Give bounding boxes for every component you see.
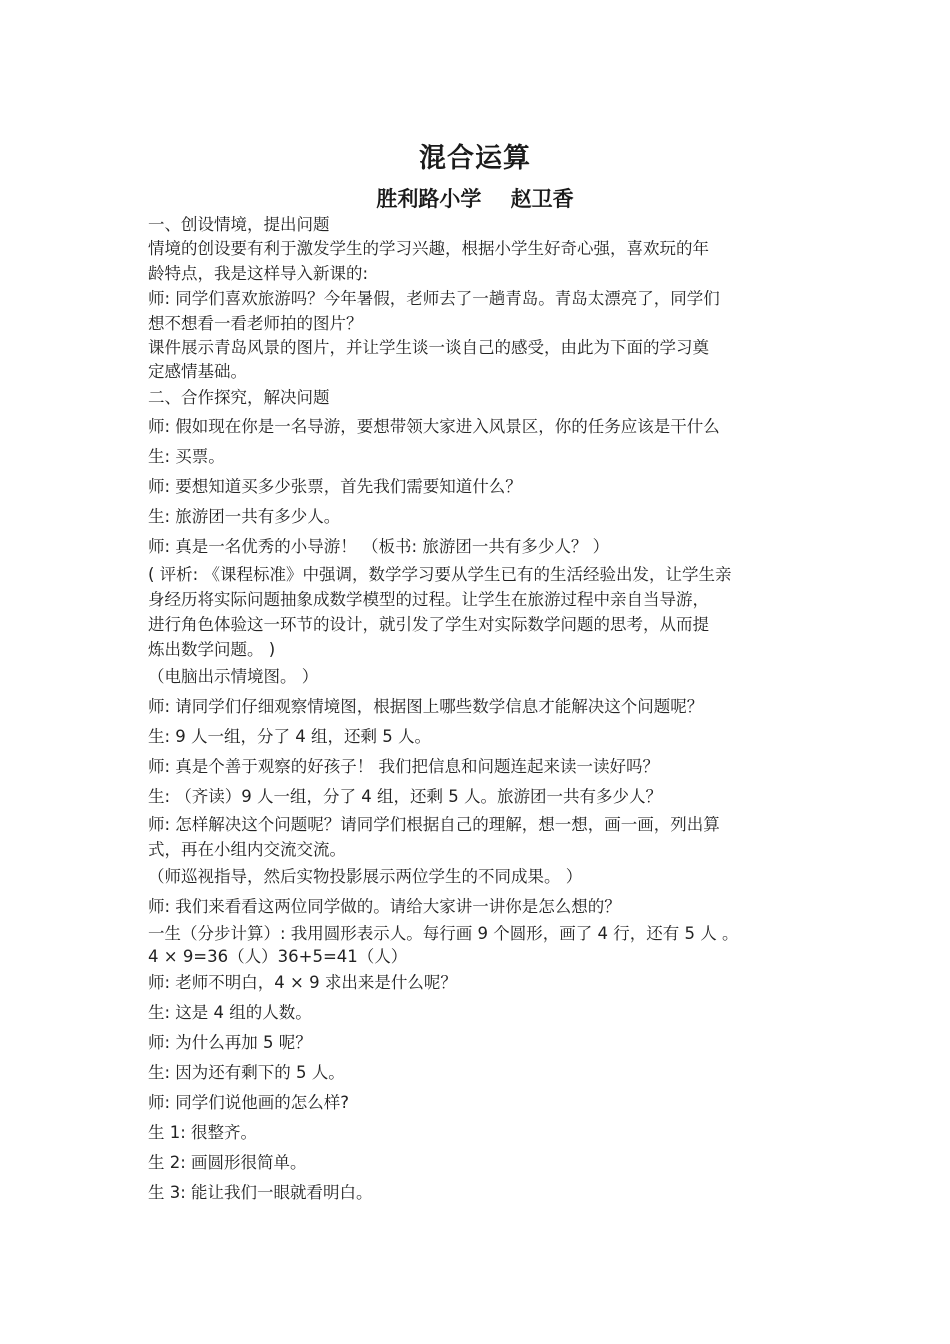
paragraph <box>148 812 813 862</box>
paragraph <box>148 782 813 812</box>
paragraph <box>148 562 813 662</box>
paragraph <box>148 532 813 562</box>
paragraph <box>148 892 813 922</box>
paragraph-line: 身经历将实际问题抽象成数学模型的过程。让学生在旅游过程中亲自当导游， <box>148 590 709 609</box>
paragraph <box>148 286 813 336</box>
paragraph-line: 情境的创设要有利于激发学生的学习兴趣，根据小学生好奇心强，喜欢玩的年 <box>148 239 709 258</box>
paragraph-line: 4 × 9=36（人）36+5=41（人） <box>148 947 408 966</box>
paragraph-line: 师: 为什么再加 5 呢？ <box>148 1033 312 1052</box>
paragraph <box>148 472 813 502</box>
paragraph <box>148 236 813 286</box>
paragraph <box>148 862 813 892</box>
paragraph-line: 一、创设情境，提出问题 <box>148 215 330 234</box>
document-body <box>148 214 813 1208</box>
paragraph <box>148 412 813 442</box>
paragraph-line: ( 评析: 《课程标准》中强调，数学学习要从学生已有的生活经验出发，让学生亲 <box>148 565 732 584</box>
paragraph-line: 师: 假如现在你是一名导游，要想带领大家进入风景区，你的任务应该是干什么 <box>148 417 720 436</box>
paragraph <box>148 442 813 472</box>
paragraph-line: 想不想看一看老师拍的图片？ <box>148 314 363 333</box>
paragraph <box>148 692 813 722</box>
paragraph <box>148 968 813 998</box>
paragraph-line: 生: 买票。 <box>148 447 225 466</box>
paragraph <box>148 1028 813 1058</box>
paragraph <box>148 1148 813 1178</box>
paragraph-line: 课件展示青岛风景的图片，并让学生谈一谈自己的感受，由此为下面的学习奠 <box>148 338 709 357</box>
paragraph <box>148 922 813 968</box>
paragraph <box>148 662 813 692</box>
paragraph-line: 生: 因为还有剩下的 5 人。 <box>148 1063 345 1082</box>
paragraph-line: 生: （齐读）9 人一组，分了 4 组，还剩 5 人。旅游团一共有多少人？ <box>148 787 663 806</box>
paragraph-line: 生: 9 人一组，分了 4 组，还剩 5 人。 <box>148 727 432 746</box>
paragraph-line: 一生（分步计算）: 我用圆形表示人。每行画 9 个圆形，画了 4 行，还有 5 人 。 <box>148 924 739 943</box>
document-subtitle: 胜利路小学 赵卫香 <box>376 187 574 211</box>
paragraph-line: 师: 要想知道买多少张票，首先我们需要知道什么？ <box>148 477 522 496</box>
paragraph <box>148 502 813 532</box>
paragraph-line: 师: 老师不明白，4 × 9 求出来是什么呢？ <box>148 973 457 992</box>
paragraph-line: 龄特点，我是这样导入新课的: <box>148 264 369 283</box>
paragraph-line: 师: 怎样解决这个问题呢？请同学们根据自己的理解，想一想，画一画，列出算 <box>148 815 720 834</box>
paragraph <box>148 384 813 412</box>
paragraph-line: 进行角色体验这一环节的设计，就引发了学生对实际数学问题的思考，从而提 <box>148 615 709 634</box>
paragraph <box>148 1178 813 1208</box>
paragraph-line: （电脑出示情境图。 ） <box>148 667 319 686</box>
paragraph-line: 生: 旅游团一共有多少人。 <box>148 507 341 526</box>
paragraph-line: 师: 真是个善于观察的好孩子！ 我们把信息和问题连起来读一读好吗？ <box>148 757 660 776</box>
paragraph <box>148 752 813 782</box>
paragraph-line: 师: 同学们说他画的怎么样? <box>148 1093 350 1112</box>
paragraph <box>148 336 813 384</box>
paragraph-line: 生 1: 很整齐。 <box>148 1123 258 1142</box>
paragraph-line: 师: 我们来看看这两位同学做的。请给大家讲一讲你是怎么想的？ <box>148 897 621 916</box>
paragraph-line: 式，再在小组内交流交流。 <box>148 840 346 859</box>
paragraph <box>148 1058 813 1088</box>
document-title: 混合运算 <box>419 143 531 174</box>
paragraph <box>148 998 813 1028</box>
paragraph-line: （师巡视指导，然后实物投影展示两位学生的不同成果。 ） <box>148 867 583 886</box>
paragraph-line: 定感情基础。 <box>148 362 247 381</box>
paragraph-line: 炼出数学问题。 ) <box>148 640 276 659</box>
paragraph-line: 师: 同学们喜欢旅游吗？今年暑假，老师去了一趟青岛。青岛太漂亮了，同学们 <box>148 289 720 308</box>
paragraph-line: 生 3: 能让我们一眼就看明白。 <box>148 1183 373 1202</box>
paragraph <box>148 214 813 236</box>
paragraph <box>148 1088 813 1118</box>
paragraph-line: 二、合作探究，解决问题 <box>148 388 330 407</box>
paragraph <box>148 1118 813 1148</box>
paragraph-line: 师: 真是一名优秀的小导游！ （板书: 旅游团一共有多少人？ ） <box>148 537 610 556</box>
paragraph-line: 生 2: 画圆形很简单。 <box>148 1153 307 1172</box>
paragraph-line: 师: 请同学们仔细观察情境图，根据图上哪些数学信息才能解决这个问题呢？ <box>148 697 704 716</box>
paragraph <box>148 722 813 752</box>
paragraph-line: 生: 这是 4 组的人数。 <box>148 1003 312 1022</box>
